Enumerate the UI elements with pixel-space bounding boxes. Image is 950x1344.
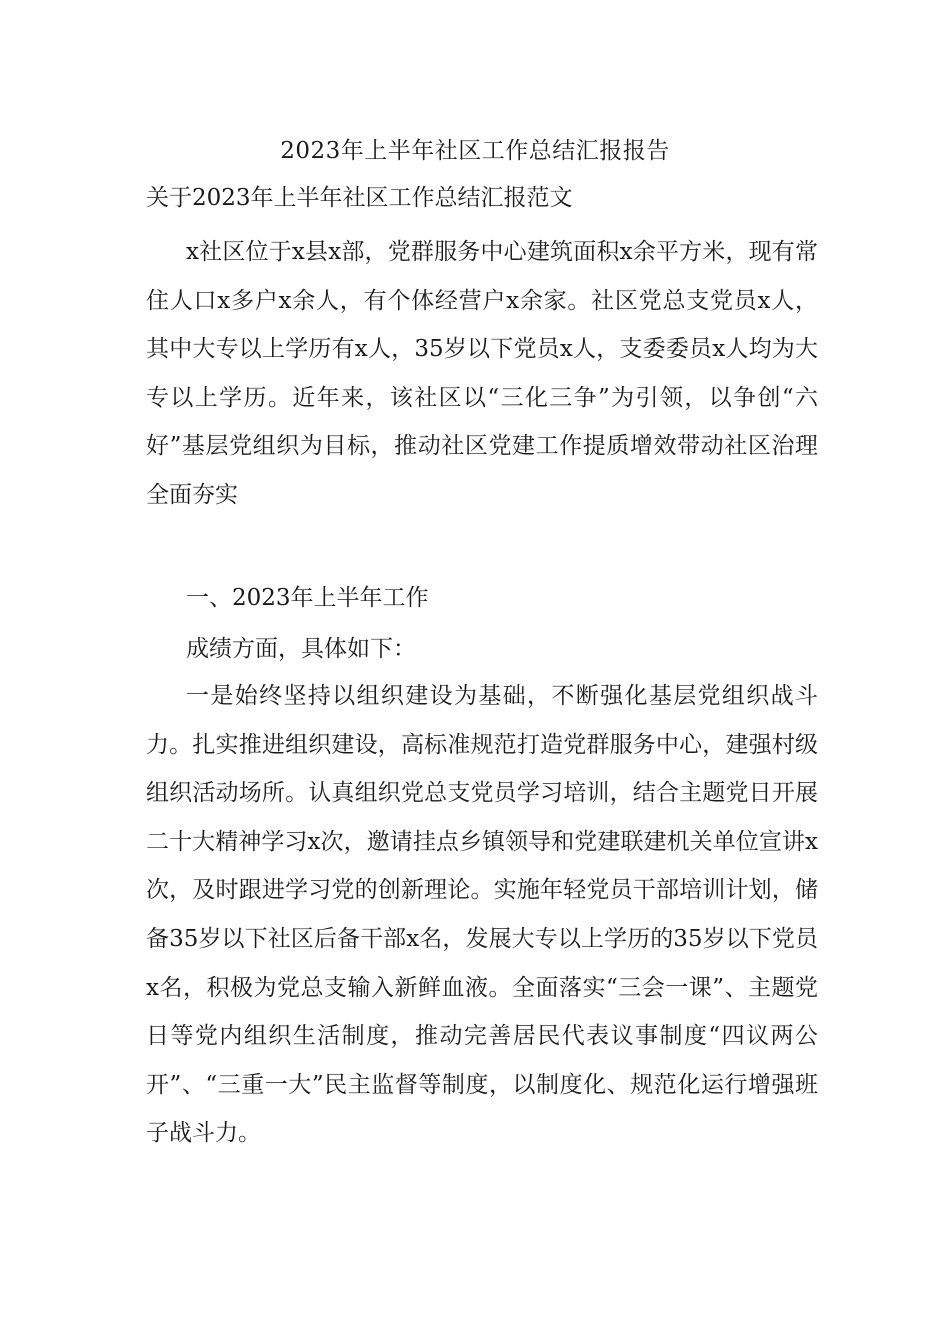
section-heading: 一、2023年上半年工作 <box>186 585 429 611</box>
document-subtitle: 关于2023年上半年社区工作总结汇报范文 <box>146 185 573 211</box>
intro-paragraph: x社区位于x县x部，党群服务中心建筑面积x余平方米，现有常住人口x多户x余人，有个体经营户x余家。社区党总支党员x人，其中大专以上学历有x人，35岁以下党员x人，支委委员x人均为大专以上学历。近年来，该社区以“三化三争”为引领，以争创“六好”基层党组织为目标，推动社区党建工作提质增效带动社区治理全面夯实 <box>146 239 818 508</box>
section-paragraph: 一是始终坚持以组织建设为基础，不断强化基层党组织战斗力。扎实推进组织建设，高标准规范打造党群服务中心，建强村级组织活动场所。认真组织党总支党员学习培训，结合主题党日开展二十大精神学习x次，邀请挂点乡镇领导和党建联建机关单位宣讲x次，及时跟进学习党的创新理论。实施年轻党员干部培训计划，储备35岁以下社区后备干部x名，发展大专以上学历的35岁以下党员x名，积极为党总支输入新鲜血液。全面落实“三会一课”、主题党日等党内组织生活制度，推动完善居民代表议事制度“四议两公开”、“三重一大”民主监督等制度，以制度化、规范化运行增强班子战斗力。 <box>146 683 818 1147</box>
section-lead: 成绩方面，具体如下： <box>186 636 416 662</box>
document-title: 2023年上半年社区工作总结汇报报告 <box>280 138 670 164</box>
